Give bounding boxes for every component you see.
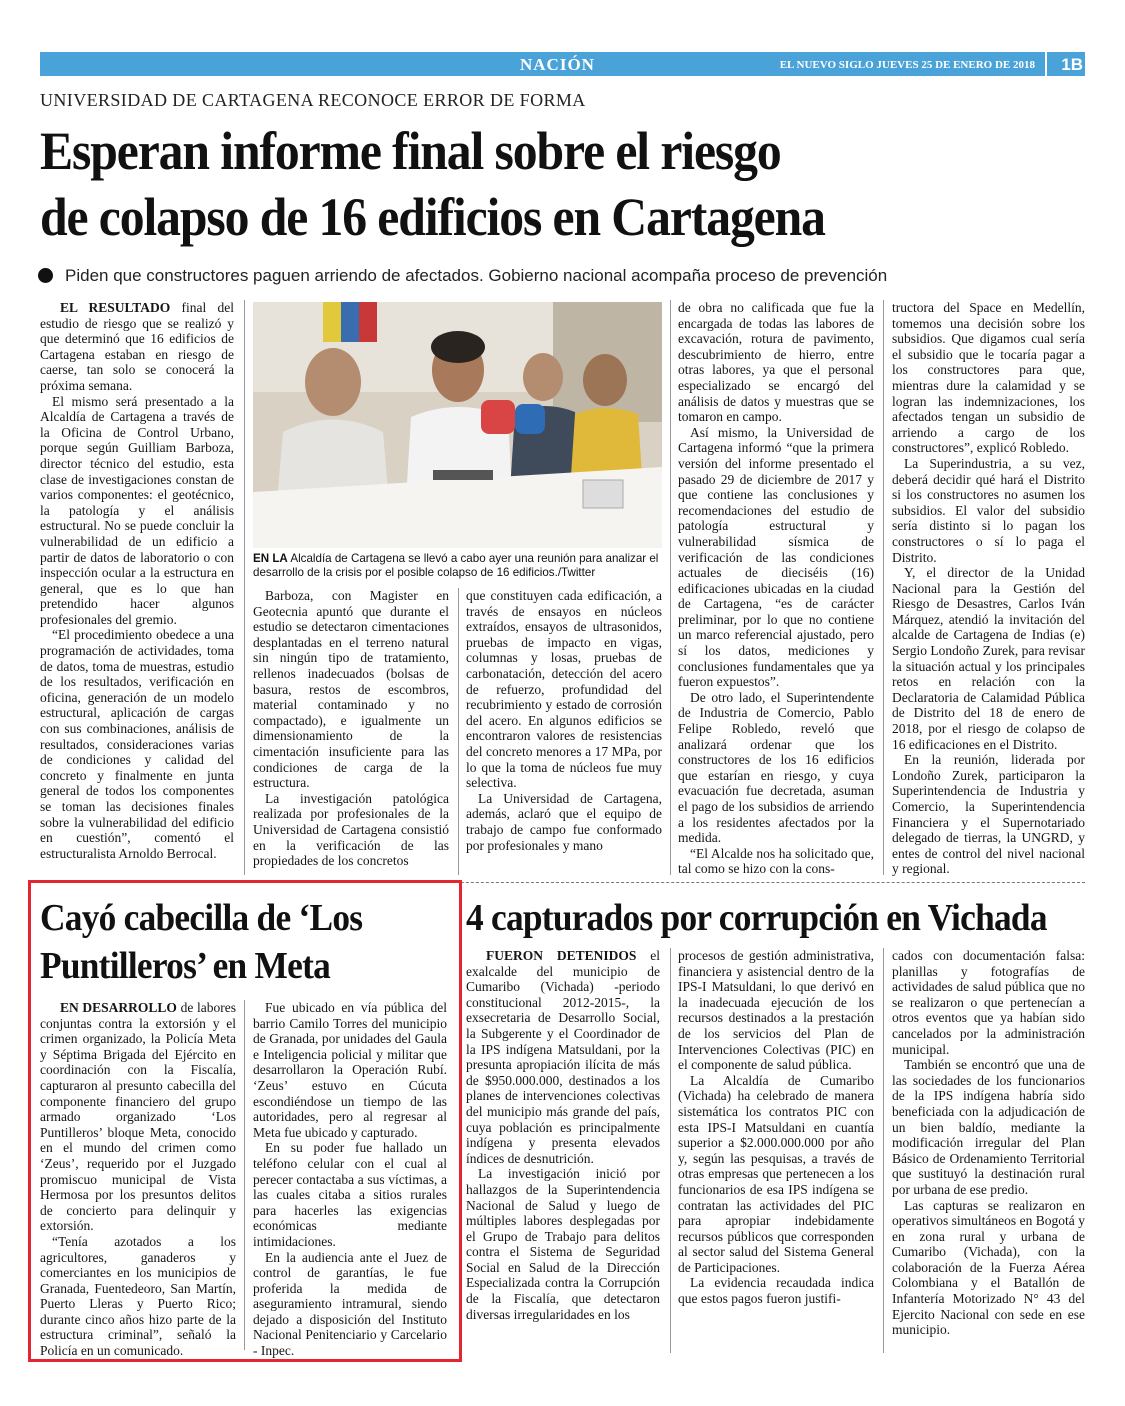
puntilleros-headline-line-1: Cayó cabecilla de ‘Los bbox=[40, 897, 363, 939]
main-headline-line-2: de colapso de 16 edificios en Cartagena bbox=[40, 187, 825, 247]
vichada-col3-paragraph-1: cados con documentación falsa: planillas y fotografías de actividades de salud pública que no se realizaron o que pertenecían a otros eventos que ya habían sido cancelados por la administración municipal. bbox=[892, 948, 1085, 1057]
puntilleros-col1-paragraph-2: “Tenía azotados a los agricultores, ganaderos y comerciantes en los municipios de Granada, Fuentedeoro, San Martín, Puerto Lleras y Puerto Rico; durante cinco años hizo parte de la estructura criminal”, señaló la Policía en un comunicado. bbox=[40, 1233, 236, 1359]
vichada-col1-p1-text: el exalcalde del municipio de Cumaribo (Vichada) -periodo constitucional 2012-2015-, la exsecretaria de Desarrollo Social, la Subgerente y el Coordinador de la IPS indígena Matsuldani, por la presunta apropiación ilícita de más de $950.000.000, destinados a los planes de intervenciones colectivas del municipio más grande del país, cuya población es principalmente indígena y presenta elevados índices de desnutrición. bbox=[466, 948, 660, 1166]
column-divider bbox=[244, 300, 245, 875]
column-divider bbox=[244, 1000, 245, 1350]
meeting-photo-illustration bbox=[253, 302, 662, 548]
photo-caption bbox=[253, 552, 662, 580]
puntilleros-column-1 bbox=[40, 1000, 236, 1359]
puntilleros-col2-paragraph-2: En su poder fue hallado un teléfono celular con el cual al perecer contactaba a sus víctimas, a las cuales citaba a sitios rurales para hacerles las exigencias económicas mediante intimidaciones. bbox=[253, 1140, 447, 1249]
column-divider bbox=[883, 300, 884, 875]
page-number: 1B bbox=[1061, 55, 1083, 74]
main-col3-paragraph-1: que constituyen cada edificación, a través de ensayos en núcleos extraídos, ensayos de ultrasonidos, pruebas de impacto en vigas, columnas y losas, pruebas de carbonatación, detección del acero de refuerzo, profundidad del recubrimiento y estado de corrosión del acero. En algunos edificios se encontraron valores de resistencias del concreto menores a 17 MPa, por lo que la toma de núcleos fue muy selectiva. bbox=[466, 588, 662, 791]
column-divider bbox=[670, 300, 671, 875]
main-col4-paragraph-4: “El Alcalde nos ha solicitado que, tal como se hizo con la cons- bbox=[678, 845, 874, 877]
vichada-column-2 bbox=[678, 948, 874, 1353]
puntilleros-headline-line-2: Puntilleros’ en Meta bbox=[40, 945, 331, 987]
main-col4-paragraph-1: de obra no calificada que fue la encargada de todas las labores de excavación, rotura de pavimento, descubrimiento de hierro, entre otras labores, ya que el personal especializado se encargó del análisis de datos y muestras que se tomaron en campo. bbox=[678, 300, 874, 425]
main-col4-paragraph-2: Así mismo, la Universidad de Cartagena informó “que la primera versión del informe presentado el pasado 29 de diciembre de 2017 y que contiene las conclusiones y recomendaciones del estudio de patología estructural y vulnerabilidad sísmica de verificación de las condiciones actuales de dieciséis (16) edificaciones ubicadas en la ciudad de Cartagena, “es de carácter preliminar, por lo que no contiene un marco referencial ajustado, pero sí los datos, mediciones y conclusiones fundamentales que ya fueron expuestos”. bbox=[678, 424, 874, 690]
vichada-col2-paragraph-2: La Alcaldía de Cumaribo (Vichada) ha celebrado de manera sistemática los contratos PIC con esta IPS-I Matsuldani en cuantía superior a $2.000.000.000 por año y, según las pesquisas, a través de otras empresas que pertenecen a los funcionarios de esa IPS indígena se contratan las actividades del PIC para apropiar indebidamente recursos públicos que corresponden al sector salud del Sistema General de Participaciones. bbox=[678, 1072, 874, 1275]
main-col1-lead: EL RESULTADO bbox=[60, 300, 171, 315]
main-subhead-text: Piden que constructores paguen arriendo de afectados. Gobierno nacional acompaña proceso de prevención bbox=[65, 266, 888, 285]
main-col5-paragraph-2: La Superindustria, a su vez, deberá decidir qué hará el Distrito si los constructores no asumen los subsidios. El valor del subsidio sería distinto si lo pagan los constructores o sí lo paga el Distrito. bbox=[892, 455, 1085, 565]
puntilleros-col1-p1-text: de labores conjuntas contra la extorsión y el crimen organizado, la Policía Meta y Séptima Brigada del Ejército en coordinación con la Fiscalía, capturaron al presunto cabecilla del componente financiero del grupo armado organizado ‘Los Puntilleros’ bloque Meta, conocido en el mundo del crimen como ‘Zeus’, requerido por el Juzgado promiscuo municipal de Vista Hermosa por los presuntos delitos de concierto para delinquir y extorsión. bbox=[40, 1000, 236, 1234]
puntilleros-col2-paragraph-3: En la audiencia ante el Juez de control de garantías, le fue proferida la medida de aseguramiento intramural, siendo dejado a disposición del Instituto Nacional Penitenciario y Carcelario - Inpec. bbox=[253, 1249, 447, 1359]
vichada-headline: 4 capturados por corrupción en Vichada bbox=[466, 897, 1047, 939]
article-kicker: UNIVERSIDAD DE CARTAGENA RECONOCE ERROR DE FORMA bbox=[40, 90, 586, 110]
section-name: NACIÓN bbox=[520, 55, 595, 74]
main-col1-paragraph-2: El mismo será presentado a la Alcaldía de Cartagena a través de la Oficina de Control Urbano, porque según Guilliam Barboza, director técnico del estudio, esta clase de investigaciones constan de varios componentes: el geotécnico, la patología y el análisis estructural. No se puede concluir la vulnerabilidad de un edificio a partir de datos de laboratorio o con inspección ocular a la estructura en general, que es lo que han pretendido hacer algunos profesionales del gremio. bbox=[40, 393, 234, 627]
puntilleros-headline bbox=[40, 894, 362, 990]
puntilleros-column-2 bbox=[253, 1000, 447, 1359]
main-col1-paragraph-1 bbox=[40, 300, 234, 394]
main-col4-paragraph-3: De otro lado, el Superintendente de Industria de Comercio, Pablo Felipe Robledo, reveló que analizará ordenar que los constructores de los 16 edificios que estarían en riesgo, y cuya evacuación fue decretada, asuman el pago de los subsidios de arriendo a los residentes afectados por la medida. bbox=[678, 689, 874, 846]
vichada-column-3 bbox=[892, 948, 1085, 1353]
vichada-col1-lead: FUERON DETENIDOS bbox=[486, 948, 637, 963]
main-col3-paragraph-2: La Universidad de Cartagena, además, aclaró que el equipo de trabajo de campo fue conformado por profesionales y mano bbox=[466, 790, 662, 853]
puntilleros-col1-paragraph-1 bbox=[40, 1000, 236, 1234]
column-divider bbox=[670, 948, 671, 1353]
header-separator bbox=[1045, 52, 1047, 76]
main-article-column-3 bbox=[466, 588, 662, 875]
main-article-column-5 bbox=[892, 300, 1085, 875]
vichada-col2-paragraph-3: La evidencia recaudada indica que estos pagos fueron justifi- bbox=[678, 1275, 874, 1307]
main-article-column-4 bbox=[678, 300, 874, 875]
main-col5-paragraph-1: tructora del Space en Medellín, tomemos una decisión sobre los subsidios. Que digamos cual sería el subsidio que le tocaría pagar a los constructores para que, mientras dure la calamidad y se logran las indemnizaciones, los afectados tengan un subsidio de arriendo a cargo de los constructores”, explicó Robledo. bbox=[892, 300, 1085, 456]
column-divider bbox=[883, 948, 884, 1353]
main-article-column-1 bbox=[40, 300, 234, 875]
main-col1-p1-text: final del estudio de riesgo que se realizó y que determinó que 16 edificios de Cartagena estaban en riesgo de caerse, tan solo se conocerá la próxima semana. bbox=[40, 300, 235, 393]
vichada-col2-paragraph-1: procesos de gestión administrativa, financiera y asistencial dentro de la IPS-I Matsuldani, lo que derivó en la inadecuada ejecución de los recursos destinados a la prestación de los servicios del Plan de Intervenciones Colectivas (PIC) en el componente de salud pública. bbox=[678, 948, 874, 1073]
vichada-col3-paragraph-3: Las capturas se realizaron en operativos simultáneos en Bogotá y en zona rural y urbana de Cumaribo (Vichada), con la colaboración de la Fuerza Aérea Colombiana y el Batallón de Infantería Motorizado N° 43 del Ejercito Nacional con sede en ese municipio. bbox=[892, 1197, 1085, 1338]
main-headline bbox=[40, 118, 1006, 250]
vichada-col1-paragraph-2: La investigación inició por hallazgos de la Superintendencia Nacional de Salud y luego de múltiples labores desplegadas por el Grupo de Trabajo para delitos contra el Sistema de Seguridad Social en Salud de la Dirección Especializada contra la Corrupción de la Fiscalía, que detectaron diversas irregularidades en los bbox=[466, 1166, 660, 1322]
main-headline-line-1: Esperan informe final sobre el riesgo bbox=[40, 121, 781, 181]
vichada-col1-paragraph-1 bbox=[466, 948, 660, 1166]
puntilleros-col1-lead: EN DESARROLLO bbox=[60, 1000, 177, 1015]
column-divider bbox=[458, 588, 459, 875]
newspaper-date-line: EL NUEVO SIGLO JUEVES 25 DE ENERO DE 2018 bbox=[779, 59, 1035, 71]
main-col5-paragraph-3: Y, el director de la Unidad Nacional para la Gestión del Riesgo de Desastres, Carlos Iván Márquez, atendió la invitación del alcalde de Cartagena de Indias (e) Sergio Londoño Zurek, para revisar la situación actual y los principales retos en relación con la Declaratoria de Calamidad Pública de Distrito del 18 de enero de 2018, por el riesgo de colapso de 16 edificaciones en el Distrito. bbox=[892, 565, 1085, 752]
main-article-column-2 bbox=[253, 588, 449, 875]
main-col1-paragraph-3: “El procedimiento obedece a una programación de actividades, toma de datos, toma de muestras, estudio de los resultados, verificación en oficina, generación de un modelo estructural, aplicación de cargas con sus combinaciones, análisis de resultados, consideraciones varias de condiciones y calidad del concreto y finalmente en junta general de todos los componentes se toman las decisiones finales sobre la vulnerabilidad del edificio en cuestión”, comentó el estructuralista Arnoldo Berrocal. bbox=[40, 627, 234, 861]
bullet-icon bbox=[38, 268, 53, 283]
main-col2-paragraph-1: Barboza, con Magister en Geotecnia apuntó que durante el estudio se detectaron cimentaciones desplantadas en el terreno natural sin ningún tipo de tratamiento, rellenos inadecuados (bolsas de basura, restos de escombros, material contaminado y no compactado), e igualmente un dimensionamiento de la cimentación insuficiente para las condiciones de carga de la estructura. bbox=[253, 588, 449, 791]
photo-caption-lead: EN LA bbox=[253, 552, 288, 565]
main-col5-paragraph-4: En la reunión, liderada por Londoño Zurek, participaron la Superintendencia de Industria y Comercio, la Superintendencia Financiera y el Supernotariado delegado de tierras, la UNGRD, y entes de control del nivel nacional y regional. bbox=[892, 752, 1085, 877]
main-col2-paragraph-2: La investigación patológica realizada por profesionales de la Universidad de Cartagena consistió en la verificación de las propiedades de los concretos bbox=[253, 790, 449, 869]
vichada-column-1 bbox=[466, 948, 660, 1353]
puntilleros-col2-paragraph-1: Fue ubicado en vía pública del barrio Camilo Torres del municipio de Granada, por unidades del Gaula e Inteligencia policial y militar que desarrollaron la Operación Rubí. ‘Zeus’ estuvo en Cúcuta escondiéndose un tiempo de las autoridades, pero al regresar al Meta fue ubicado y capturado. bbox=[253, 1000, 447, 1140]
photo-caption-text: Alcaldía de Cartagena se llevó a cabo ayer una reunión para analizar el desarrollo de la crisis por el posible colapso de 16 edificios./Twitter bbox=[253, 552, 659, 579]
meeting-photo bbox=[253, 302, 662, 548]
main-subhead bbox=[38, 266, 887, 286]
vichada-col3-paragraph-2: También se encontró que una de las sociedades de los funcionarios de la IPS indígena habría sido beneficiada con la adjudicación de un bien baldío, mediante la modificación irregular del Plan Básico de Ordenamiento Territorial que sustituyó la destinación rural por urbana de ese predio. bbox=[892, 1057, 1085, 1197]
